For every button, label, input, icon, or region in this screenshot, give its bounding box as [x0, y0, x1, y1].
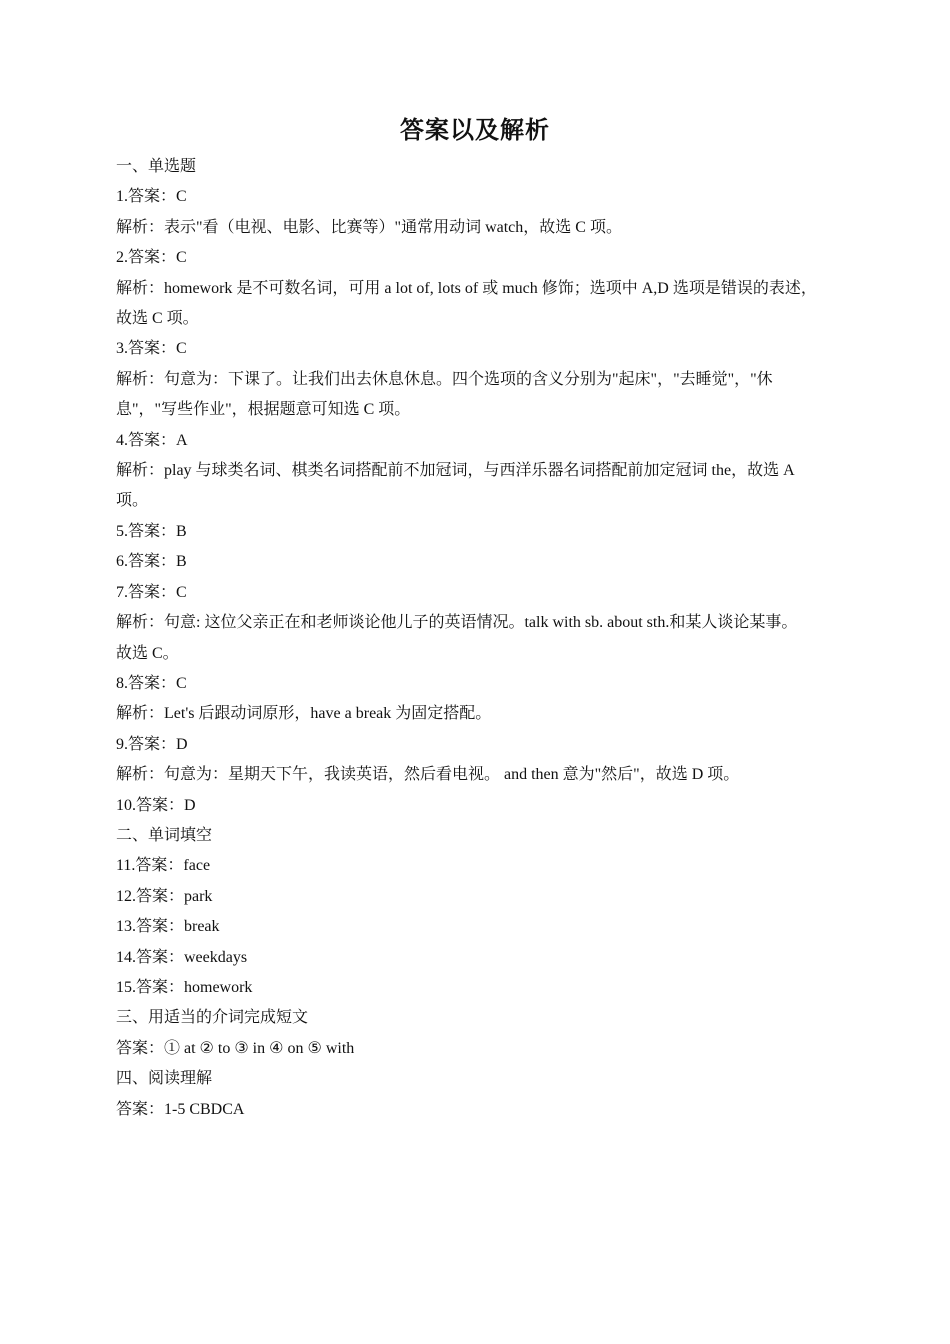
answer-line: 12.答案：park	[116, 887, 213, 905]
answer-line: 9.答案：D	[116, 735, 188, 753]
section-heading: 二、单词填空	[116, 826, 213, 844]
analysis-line: 解析：句意: 这位父亲正在和老师谈论他儿子的英语情况。talk with sb. about sth.和某人谈论某事。	[116, 614, 798, 632]
answer-line: 答案：1-5 CBDCA	[116, 1100, 245, 1118]
answer-line: 答案：① at ② to ③ in ④ on ⑤ with	[116, 1039, 355, 1057]
answer-line: 10.答案：D	[116, 796, 196, 814]
section-heading: 一、单选题	[116, 158, 197, 175]
analysis-line: 解析：句意为：星期天下午，我读英语，然后看电视。 and then 意为"然后"，故选 D 项。	[116, 766, 740, 784]
section-heading: 三、用适当的介词完成短文	[116, 1009, 309, 1027]
analysis-line: 解析：Let's 后跟动词原形，have a break 为固定搭配。	[116, 705, 492, 723]
analysis-line: 项。	[116, 492, 149, 510]
answer-content	[116, 152, 846, 1125]
analysis-line: 解析：homework 是不可数名词，可用 a lot of, lots of 或 much 修饰；选项中 A,D 选项是错误的表述，	[116, 279, 817, 297]
analysis-line: 息"，"写些作业"，根据题意可知选 C 项。	[116, 401, 411, 419]
answer-line: 1.答案：C	[116, 188, 187, 206]
section-heading: 四、阅读理解	[116, 1070, 213, 1088]
analysis-line: 解析：play 与球类名词、棋类名词搭配前不加冠词，与西洋乐器名词搭配前加定冠词 the，故选 A	[116, 462, 795, 480]
answer-line: 7.答案：C	[116, 583, 187, 601]
analysis-line: 故选 C 项。	[116, 310, 199, 328]
analysis-line: 解析：表示"看（电视、电影、比赛等）"通常用动词 watch，故选 C 项。	[116, 218, 622, 236]
answer-line: 6.答案：B	[116, 553, 187, 571]
analysis-line: 解析：句意为：下课了。让我们出去休息休息。四个选项的含义分别为"起床"，"去睡觉"，"休	[116, 370, 773, 388]
answer-line: 5.答案：B	[116, 522, 187, 540]
analysis-line: 故选 C。	[116, 644, 179, 662]
page-title: 答案以及解析	[400, 118, 550, 144]
answer-line: 8.答案：C	[116, 674, 187, 692]
answer-line: 14.答案：weekdays	[116, 948, 248, 966]
answer-line: 3.答案：C	[116, 340, 187, 358]
answer-line: 13.答案：break	[116, 918, 220, 936]
answer-line: 4.答案：A	[116, 431, 188, 449]
answer-line: 2.答案：C	[116, 249, 187, 267]
answer-line: 11.答案：face	[116, 857, 211, 875]
answer-line: 15.答案：homework	[116, 978, 253, 996]
